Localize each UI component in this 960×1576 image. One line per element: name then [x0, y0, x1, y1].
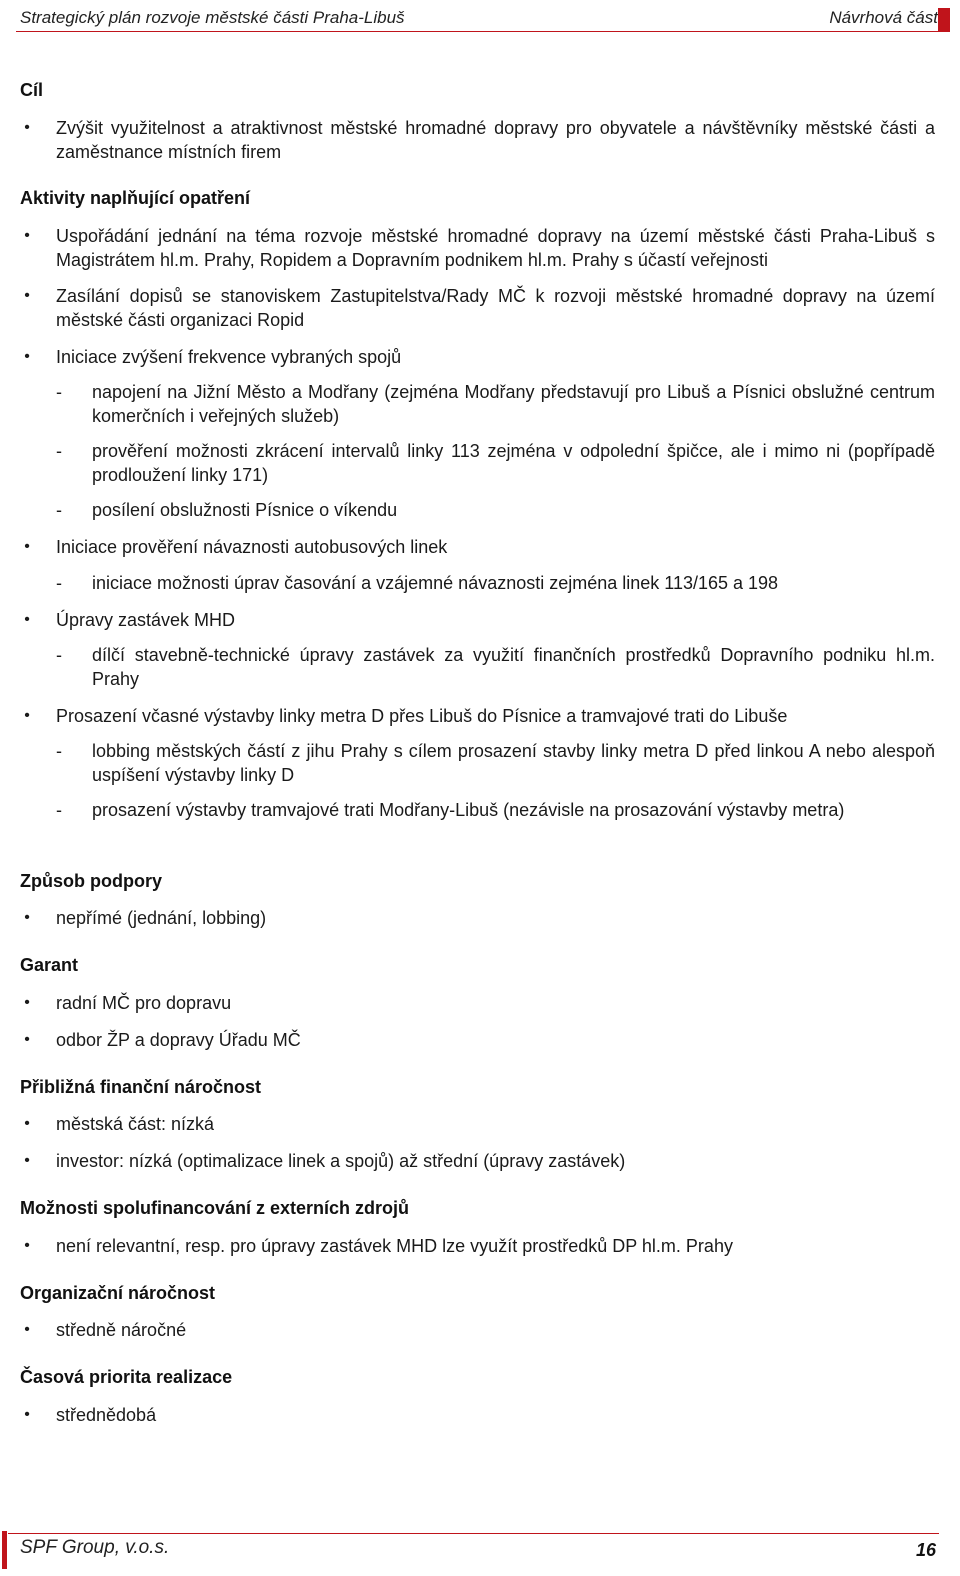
cost-item-text: investor: nízká (optimalizace linek a spojů) až střední (úpravy zastávek)	[56, 1151, 626, 1171]
bullet-icon: •	[24, 1237, 30, 1254]
footer-accent-bar	[2, 1531, 7, 1569]
activity-subitem-text: iniciace možnosti úprav časování a vzájemné návaznosti zejména linek 113/165 a 198	[92, 573, 779, 593]
header-accent-mark	[938, 8, 950, 32]
goal-heading: Cíl	[20, 80, 44, 100]
dash-icon: -	[56, 500, 62, 520]
dash-icon: -	[56, 382, 62, 402]
activity-item-text: Zasílání dopisů se stanoviskem Zastupitelstva/Rady MČ k rozvoji městské hromadné dopravy na území městské části organizaci Ropid	[56, 286, 935, 330]
bullet-icon: •	[24, 1031, 30, 1048]
footer-rule	[8, 1533, 939, 1534]
page-number: 16	[915, 1540, 936, 1560]
bullet-icon: •	[24, 611, 30, 628]
activity-item-text: Uspořádání jednání na téma rozvoje městské hromadné dopravy na území městské části Praha-Libuš s Magistrátem hl.m. Prahy, Ropidem a Dopravním podnikem hl.m. Prahy s účastí veřejnosti	[56, 226, 935, 270]
cost-heading: Přibližná finanční náročnost	[20, 1077, 262, 1097]
activity-item-text: Úpravy zastávek MHD	[56, 610, 236, 630]
cost-item-text: městská část: nízká	[56, 1114, 215, 1134]
guarantor-heading: Garant	[20, 955, 79, 975]
guarantor-item-text: odbor ŽP a dopravy Úřadu MČ	[56, 1030, 301, 1050]
bullet-icon: •	[24, 994, 30, 1011]
activity-subitem-text: lobbing městských částí z jihu Prahy s cílem prosazení stavby linky metra D před linkou A nebo alespoň uspíšení výstavby linky D	[92, 741, 935, 785]
organization-heading: Organizační náročnost	[20, 1283, 216, 1303]
activity-subitem-text: napojení na Jižní Město a Modřany (zejména Modřany představují pro Libuš a Písnici obslužné centrum komerčních i veřejných služeb)	[92, 382, 935, 426]
activity-item-text: Iniciace prověření návaznosti autobusových linek	[56, 537, 448, 557]
priority-heading: Časová priorita realizace	[20, 1367, 233, 1387]
dash-icon: -	[56, 741, 62, 761]
bullet-icon: •	[24, 1115, 30, 1132]
bullet-icon: •	[24, 538, 30, 555]
activity-subitem-text: prosazení výstavby tramvajové trati Modřany-Libuš (nezávisle na prosazování výstavby metra)	[92, 800, 845, 820]
bullet-icon: •	[24, 1321, 30, 1338]
activity-subitem-text: posílení obslužnosti Písnice o víkendu	[92, 500, 398, 520]
bullet-icon: •	[24, 287, 30, 304]
activities-heading: Aktivity naplňující opatření	[20, 188, 251, 208]
organization-item-text: středně náročné	[56, 1320, 187, 1340]
goal-item-text: Zvýšit využitelnost a atraktivnost městské hromadné dopravy pro obyvatele a návštěvníky městské části a zaměstnance místních firem	[56, 118, 935, 162]
footer-company: SPF Group, v.o.s.	[20, 1537, 170, 1558]
header-rule	[16, 31, 939, 32]
bullet-icon: •	[24, 707, 30, 724]
dash-icon: -	[56, 573, 62, 593]
guarantor-item-text: radní MČ pro dopravu	[56, 993, 232, 1013]
activity-item-text: Prosazení včasné výstavby linky metra D přes Libuš do Písnice a tramvajové trati do Libuše	[56, 706, 788, 726]
support-item-text: nepřímé (jednání, lobbing)	[56, 908, 267, 928]
dash-icon: -	[56, 441, 62, 461]
bullet-icon: •	[24, 1406, 30, 1423]
support-heading: Způsob podpory	[20, 871, 162, 891]
dash-icon: -	[56, 645, 62, 665]
activity-subitem-text: dílčí stavebně-technické úpravy zastávek za využití finančních prostředků Dopravního podniku hl.m. Prahy	[92, 645, 935, 689]
bullet-icon: •	[24, 119, 30, 136]
activity-item-text: Iniciace zvýšení frekvence vybraných spojů	[56, 347, 402, 367]
bullet-icon: •	[24, 1152, 30, 1169]
bullet-icon: •	[24, 348, 30, 365]
document-title: Strategický plán rozvoje městské části Praha-Libuš	[20, 8, 405, 27]
cofinancing-heading: Možnosti spolufinancování z externích zdrojů	[20, 1198, 410, 1218]
bullet-icon: •	[24, 227, 30, 244]
dash-icon: -	[56, 800, 62, 820]
activity-subitem-text: prověření možnosti zkrácení intervalů linky 113 zejména v odpolední špičce, ale i mimo ni (popřípadě prodloužení linky 171)	[92, 441, 935, 485]
cofinancing-item-text: není relevantní, resp. pro úpravy zastávek MHD lze využít prostředků DP hl.m. Prahy	[56, 1236, 733, 1256]
section-name: Návrhová část	[829, 8, 938, 27]
priority-item-text: střednědobá	[56, 1405, 157, 1425]
page-header	[20, 6, 938, 32]
bullet-icon: •	[24, 909, 30, 926]
